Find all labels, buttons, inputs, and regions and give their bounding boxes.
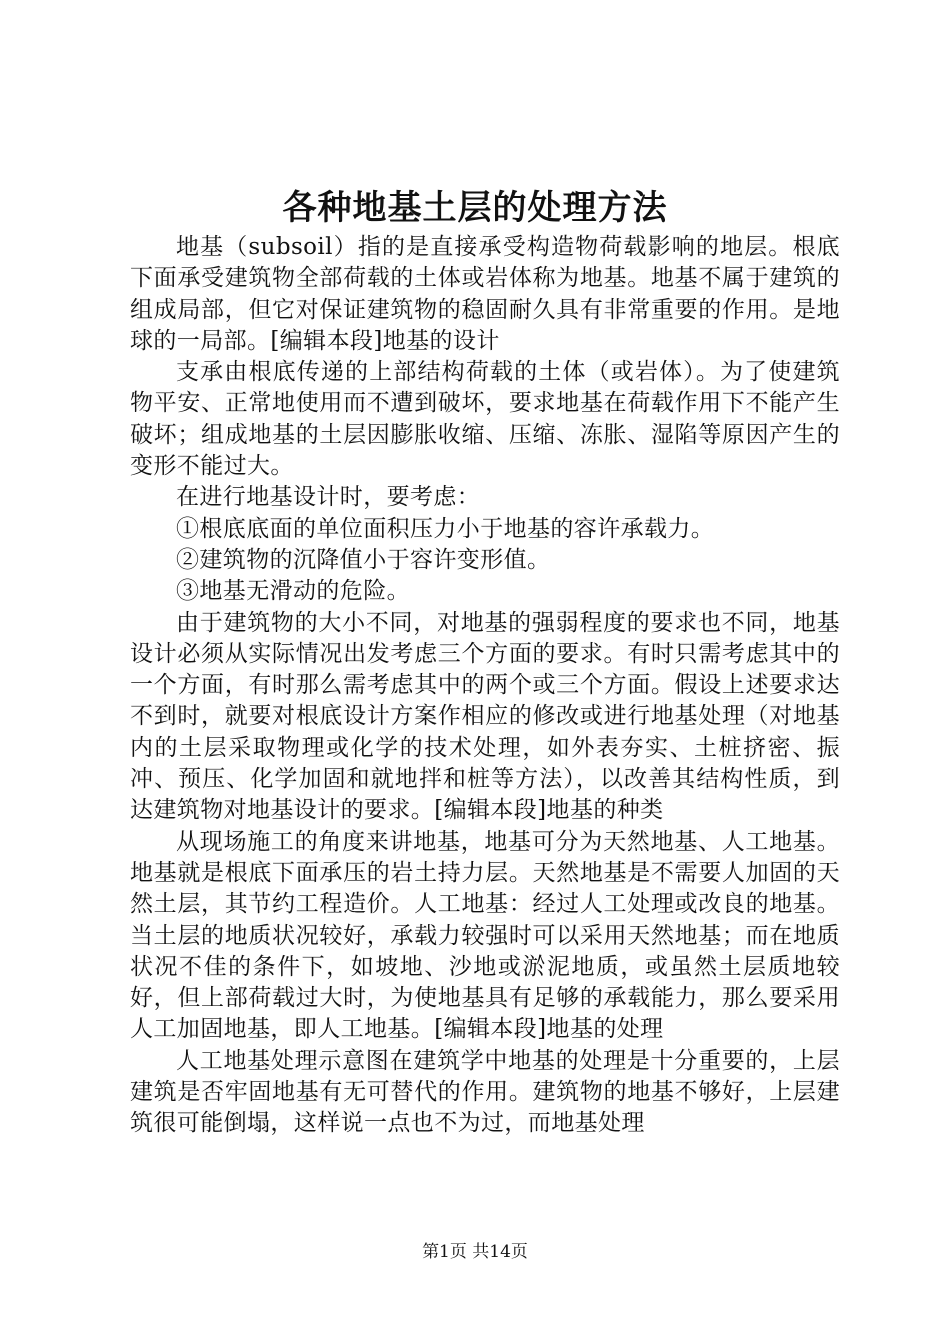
page-number: 第1页 共14页 (422, 1242, 528, 1262)
paragraph-design-requirements: 由于建筑物的大小不同，对地基的强弱程度的要求也不同，地基设计必须从实际情况出发考虑三个方面的要求。有时只需考虑其中的一个方面，有时那么需考虑其中的两个或三个方面。假设上述要求达不到时，就要对根底设计方案作相应的修改或进行地基处理（对地基内的土层采取物理或化学的技术处理，如外表夯实、土桩挤密、振冲、预压、化学加固和就地拌和桩等方法），以改善其结构性质，到达建筑物对地基设计的要求。[编辑本段]地基的种类 (130, 609, 840, 824)
paragraph-design-consider: 在进行地基设计时，要考虑： (176, 484, 481, 511)
list-item-requirement-3: ③地基无滑动的危险。 (176, 578, 410, 605)
paragraph-foundation-types: 从现场施工的角度来讲地基，地基可分为天然地基、人工地基。地基就是根底下面承压的岩土持力层。天然地基是不需要人加固的天然土层，其节约工程造价。人工地基：经过人工处理或改良的地基。当土层的地质状况较好，承载力较强时可以采用天然地基；而在地质状况不佳的条件下，如坡地、沙地或淤泥地质，或虽然土层质地较好，但上部荷载过大时，为使地基具有足够的承载能力，那么要采用人工加固地基，即人工地基。[编辑本段]地基的处理 (130, 828, 840, 1043)
document-body (130, 232, 840, 1140)
paragraph-foundation-treatment: 人工地基处理示意图在建筑学中地基的处理是十分重要的，上层建筑是否牢固地基有无可替代的作用。建筑物的地基不够好，上层建筑很可能倒塌，这样说一点也不为过，而地基处理 (130, 1047, 840, 1137)
list-item-requirement-1: ①根底底面的单位面积压力小于地基的容许承载力。 (176, 515, 715, 542)
document-title: 各种地基土层的处理方法 (282, 188, 668, 228)
list-item-requirement-2: ②建筑物的沉降值小于容许变形值。 (176, 546, 551, 573)
paragraph-intro: 地基（subsoil）指的是直接承受构造物荷载影响的地层。根底下面承受建筑物全部荷载的土体或岩体称为地基。地基不属于建筑的组成局部，但它对保证建筑物的稳固耐久具有非常重要的作用。是地球的一局部。[编辑本段]地基的设计 (130, 234, 840, 354)
paragraph-support: 支承由根底传递的上部结构荷载的土体（或岩体）。为了使建筑物平安、正常地使用而不遭到破坏，要求地基在荷载作用下不能产生破坏；组成地基的土层因膨胀收缩、压缩、冻胀、湿陷等原因产生的变形不能过大。 (130, 359, 840, 480)
